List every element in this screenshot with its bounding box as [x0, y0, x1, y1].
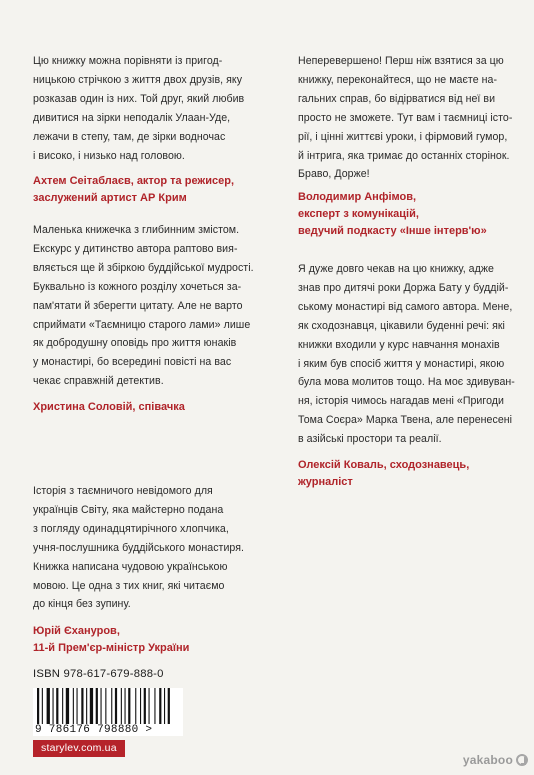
barcode	[33, 688, 183, 724]
checkmark-icon	[516, 754, 528, 766]
review-author: Олексій Коваль, сходознавець, журналіст	[298, 459, 470, 489]
barcode-digits: 9 786176 798880 >	[33, 724, 183, 736]
review-text: Маленька книжечка з глибинним змістом. Екскурс у дитинство автора раптово вия- вляється ще й збіркою буддійської мудрості. Буквально із кожного розділу хочеться за- пам'ятати й зберегти цитату. Але не варто сприймати «Таємницю старого лами» лише як добродушну оповідь про життя юнаків у монастирі, бо всередині повісті на вас чекає справжній детектив.	[33, 224, 254, 388]
review-text: Історія з таємничого невідомого для українців Світу, яка майстерно подана з погляду одинадцятирічного хлопчика, учня-послушника буддійського монастиря. Книжка написана чудовою українською мовою. Це одна з тих книг, які читаємо до кінця без зупину.	[33, 485, 245, 611]
watermark-label: yakaboo	[462, 753, 513, 767]
review-text: Я дуже довго чекав на цю книжку, адже знав про дитячі роки Доржа Бату у буддій- ському монастирі від самого автора. Мене, як сходознавця, цікавили буденні речі: які книжки входили у курс навчання монахів і яким був спосіб життя у монастирі, якою була мова молитов тощо. На моє здивуван- ня, історія чимось нагадав мені «Пригоди Тома Соєра» Марка Твена, але перенесені в азійські простори та реалії.	[298, 263, 515, 446]
watermark	[463, 753, 528, 767]
review-2	[33, 221, 255, 416]
review-author: Ахтем Сеітаблаєв, актор та режисер, заслужений артист АР Крим	[33, 175, 234, 205]
review-1	[33, 52, 255, 207]
review-text: Неперевершено! Перш ніж взятися за цю книжку, переконайтеся, що не маєте на- гальних справ, бо відірватися від неї ви просто не зможете. Тут вам і таємниці істо- рії, і цінні життєві уроки, і фірмовий гумор, й інтрига, яка тримає до останніх сторінок. Браво, Дорже!	[298, 55, 513, 181]
review-author: Христина Соловій, співачка	[33, 401, 185, 414]
isbn-label: ISBN 978-617-679-888-0	[33, 668, 164, 680]
publisher-site[interactable]: starylev.com.ua	[33, 740, 125, 757]
review-5	[298, 260, 524, 491]
review-author: Володимир Анфімов, експерт з комунікацій, ведучий подкасту «Інше інтерв'ю»	[298, 191, 487, 238]
review-3	[33, 482, 255, 657]
review-text: Цю книжку можна порівняти із пригод- ницькою стрічкою з життя двох друзів, яку розказав один із них. Той друг, який любив дивитися на зірки неподалік Улаан-Уде, лежачи в степу, там, де зірки водночас і високо, і низько над головою.	[33, 55, 245, 162]
review-4	[298, 52, 524, 240]
review-author: Юрій Єхануров, 11-й Прем'єр-міністр України	[33, 625, 190, 655]
